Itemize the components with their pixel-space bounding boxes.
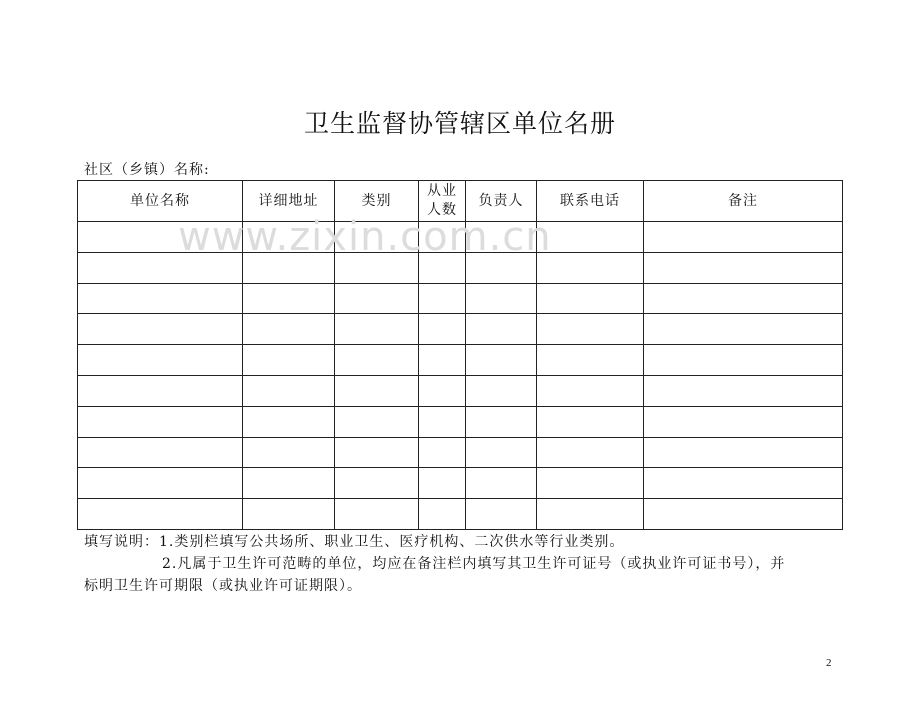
instruction-line-2: 2.凡属于卫生许可范畴的单位，均应在备注栏内填写其卫生许可证号（或执业许可证书号），并 [162,556,786,572]
table-cell [419,437,466,468]
community-name-label: 社区（乡镇）名称: [84,162,210,178]
table-cell [644,375,843,406]
page-title: 卫生监督协管辖区单位名册 [303,109,616,138]
table-cell [419,345,466,376]
table-cell [335,437,419,468]
table-cell [419,314,466,345]
table-row [78,375,843,406]
table-row [78,314,843,345]
table-cell [335,468,419,499]
table-cell [335,375,419,406]
table-cell [335,283,419,314]
table-cell [243,468,335,499]
header-category: 类别 [335,181,419,222]
header-address: 详细地址 [243,181,335,222]
watermark: www.zixin.com.cn [178,214,552,260]
table-row [78,283,843,314]
table-row [78,499,843,530]
table-cell [78,437,243,468]
table-cell [644,406,843,437]
table-cell [419,499,466,530]
table-cell [335,499,419,530]
header-phone: 联系电话 [537,181,644,222]
table-cell [466,437,537,468]
table-cell [335,314,419,345]
page-number: 2 [826,657,832,669]
filling-instructions [84,531,844,597]
table-row [78,406,843,437]
table-cell [243,345,335,376]
table-cell [78,499,243,530]
table-cell [78,406,243,437]
table-row [78,468,843,499]
table-cell [537,375,644,406]
table-cell [466,314,537,345]
instruction-line-1: 填写说明：1.类别栏填写公共场所、职业卫生、医疗机构、二次供水等行业类别。 [84,534,625,550]
table-cell [243,437,335,468]
table-cell [335,345,419,376]
table-cell [466,375,537,406]
table-cell [78,375,243,406]
table-cell [78,283,243,314]
table-cell [537,283,644,314]
table-cell [644,283,843,314]
table-cell [243,283,335,314]
table-cell [419,375,466,406]
table-row [78,437,843,468]
table-cell [644,345,843,376]
table-cell [466,283,537,314]
table-cell [78,345,243,376]
table-cell [537,406,644,437]
table-cell [537,499,644,530]
header-employee-count: 从业 人数 [419,181,466,222]
table-cell [644,437,843,468]
table-cell [644,314,843,345]
table-cell [78,314,243,345]
table-cell [537,345,644,376]
table-cell [466,406,537,437]
table-cell [419,468,466,499]
instruction-line-3: 标明卫生许可期限（或执业许可证期限）。 [84,578,362,594]
table-cell [419,406,466,437]
table-cell [419,283,466,314]
table-cell [243,375,335,406]
table-cell [537,222,644,253]
table-cell [466,468,537,499]
table-cell [644,468,843,499]
table-cell [466,499,537,530]
table-cell [243,406,335,437]
table-cell [78,468,243,499]
table-cell [537,314,644,345]
header-remarks: 备注 [644,181,843,222]
header-unit-name: 单位名称 [78,181,243,222]
table-cell [644,499,843,530]
table-cell [537,437,644,468]
table-cell [537,468,644,499]
table-cell [243,314,335,345]
table-cell [335,406,419,437]
table-cell [466,345,537,376]
table-cell [644,252,843,283]
table-cell [243,499,335,530]
table-cell [537,252,644,283]
header-person-in-charge: 负责人 [466,181,537,222]
table-cell [644,222,843,253]
table-row [78,345,843,376]
